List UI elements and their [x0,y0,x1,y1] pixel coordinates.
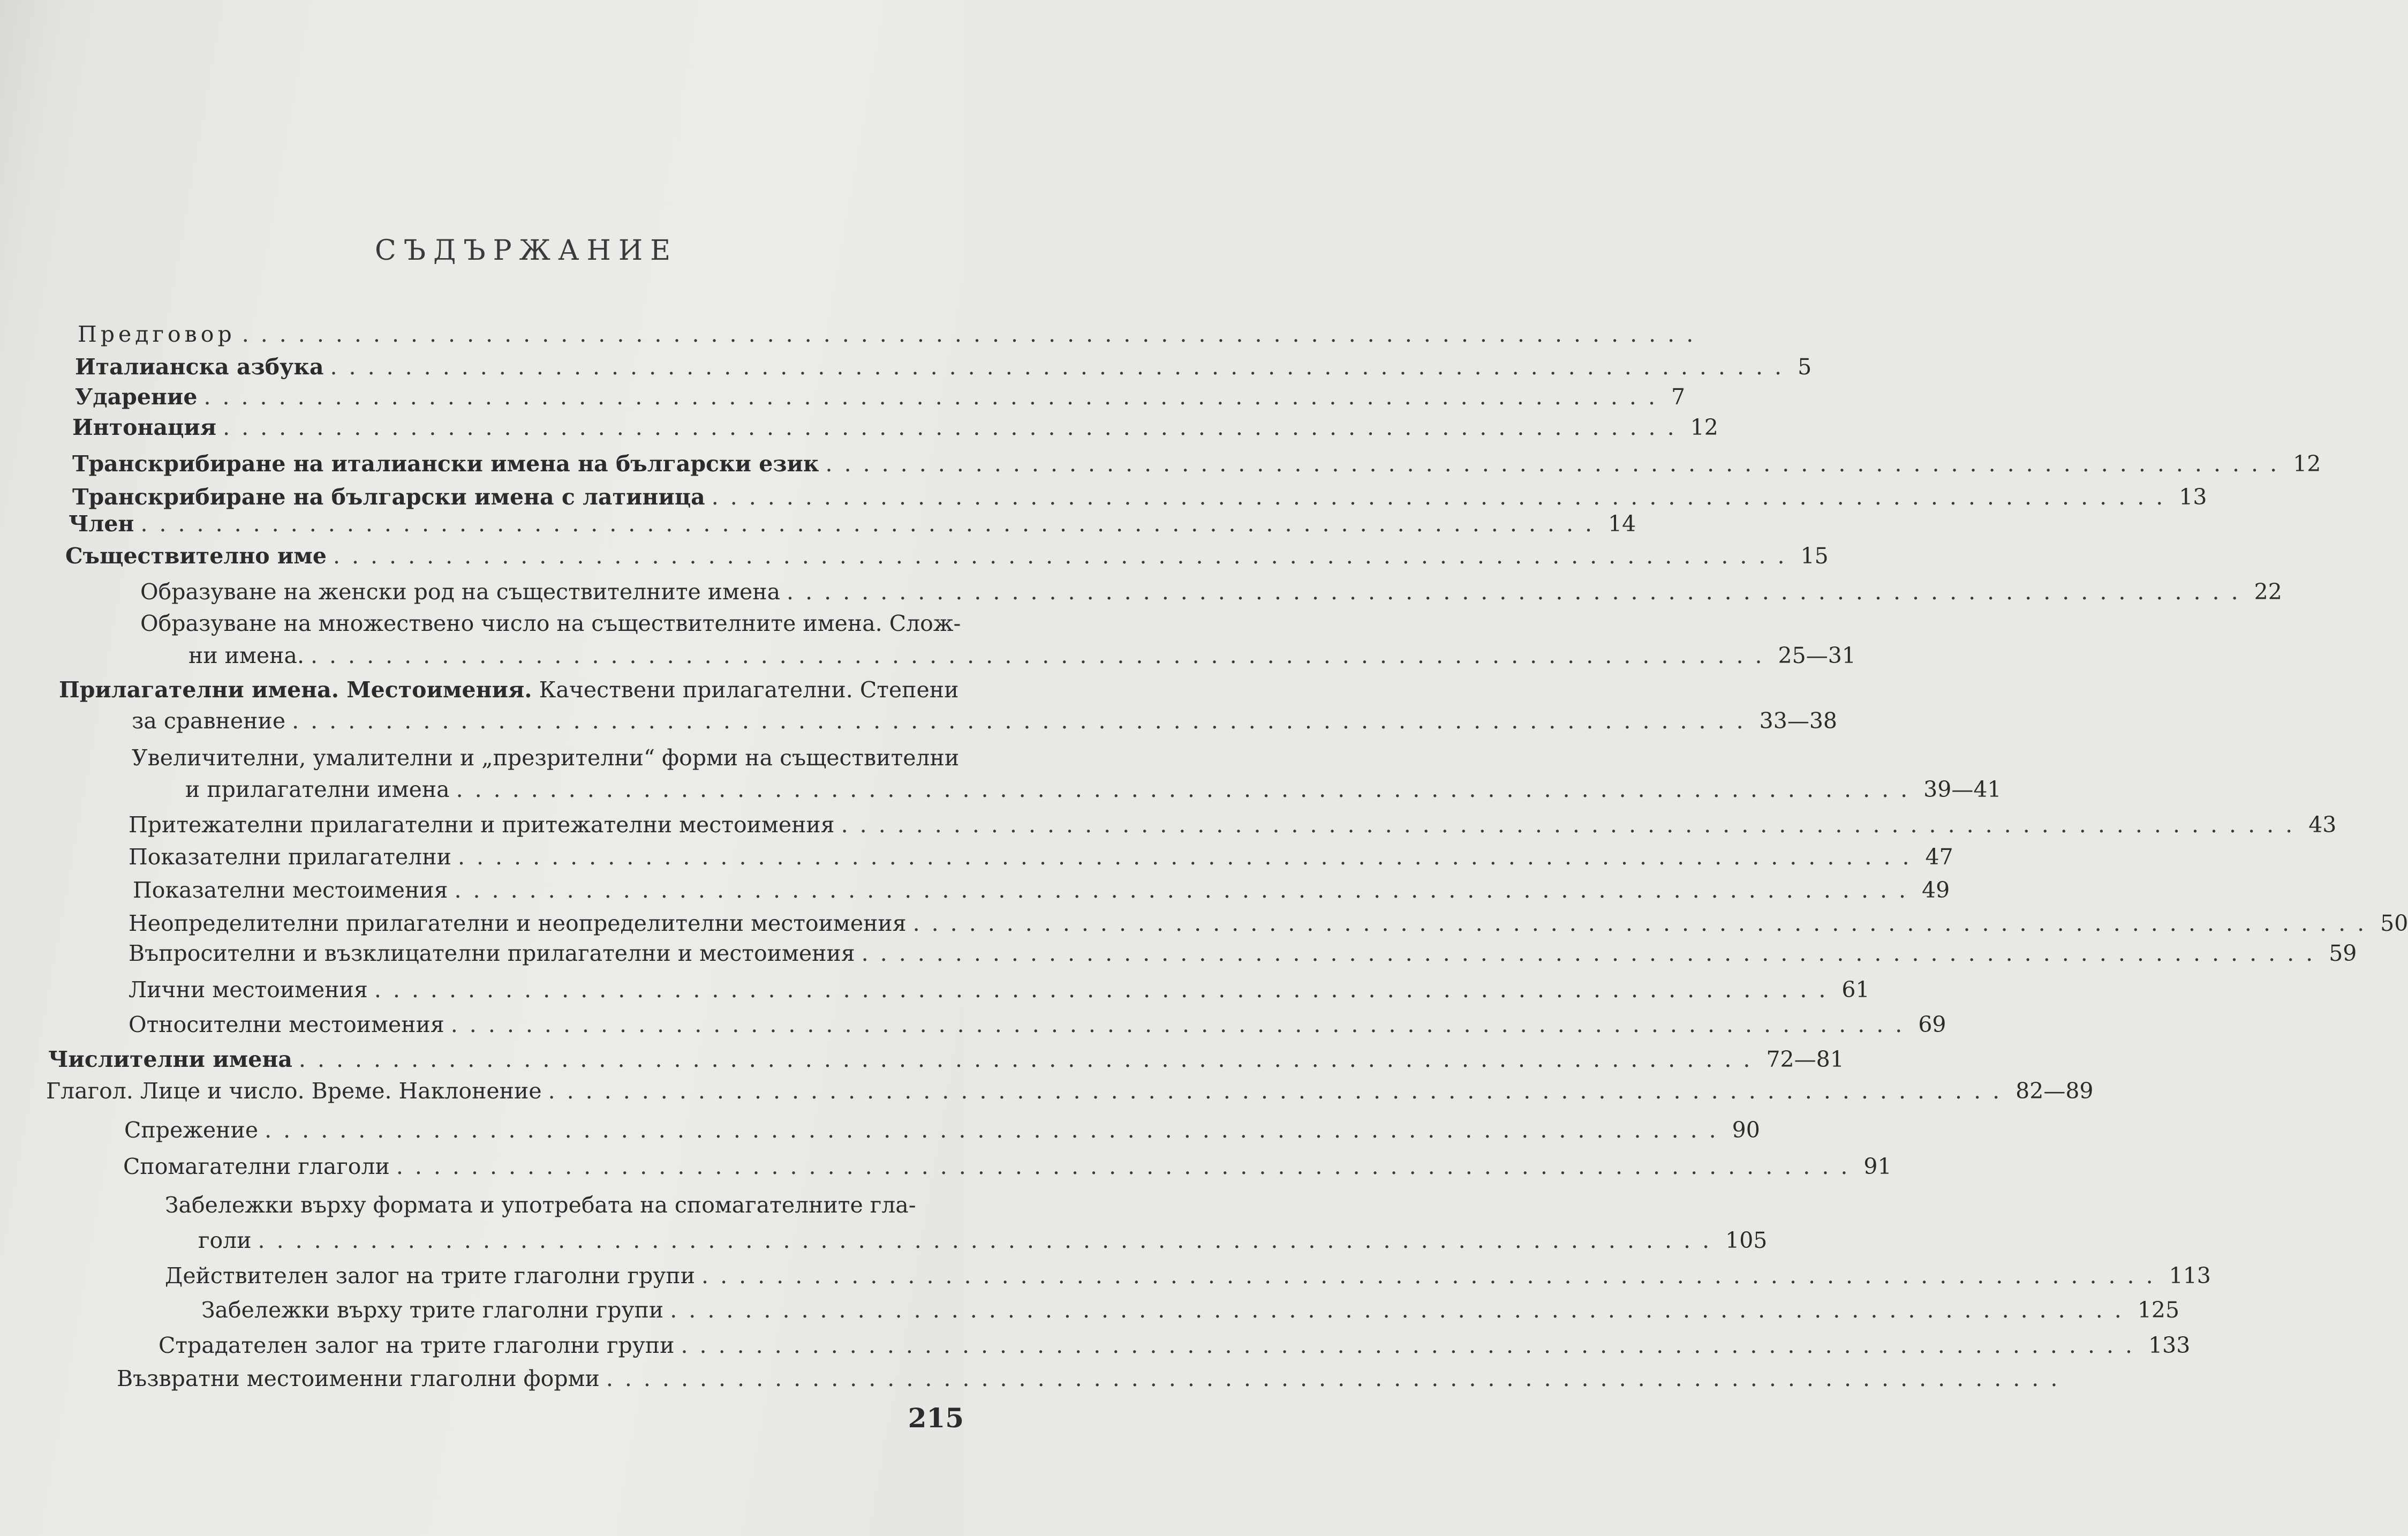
toc-entry-label: Възвратни местоименни глаголни форми [117,1366,600,1391]
toc-entry-page: 39—41 [1923,777,2002,802]
toc-entry [129,842,1953,872]
toc-entry-label: Член [69,511,134,537]
toc-entry-label: Образуване на женски род на съществителните имена [140,579,781,605]
toc-entry [188,641,1856,671]
toc-entry-label: Показателни местоимения [133,877,448,903]
toc-entry-page: 59 [2329,940,2357,966]
toc-entry-page: 43 [2308,812,2337,838]
toc-entry [198,1225,1768,1255]
toc-entry-page: 14 [1608,511,1636,537]
toc-entry-line: Образуване на множествено число на съществителните имена. Слож- [140,611,961,636]
dot-leader: .............................................................................. [681,1332,2145,1358]
toc-entry [129,1010,1946,1040]
toc-entry [129,908,2408,938]
toc-entry-label: Транскрибиране на италиански имена на български език [72,451,819,477]
page-number: 215 [908,1402,964,1434]
toc-entry-label: Страдателен залог на трите глаголни групи [158,1332,675,1358]
toc-entry-page: 90 [1732,1117,1760,1143]
dot-leader: .............................................................................. [292,708,1755,734]
toc-entry [75,382,1686,412]
page-title: СЪДЪРЖАНИЕ [375,235,678,267]
dot-leader: .............................................................................. [456,777,1920,802]
toc-entry-line: Забележки върху формата и употребата на спомагателните гла- [165,1192,916,1218]
toc-entry-label: Италианска азбука [75,354,324,380]
toc-entry-label: Относителни местоимения [129,1012,444,1037]
toc-entry [72,412,1718,442]
toc-entry-label: Предговор [78,321,236,347]
toc-entry [201,1295,2180,1325]
toc-entry [72,482,2207,512]
toc-entry-label-cont: Качествени прилагателни. Степени [539,677,959,703]
toc-entry-label: Неопределителни прилагателни и неопределителни местоимения [129,910,907,936]
toc-entry [140,577,2282,607]
toc-entry-page: 25—31 [1778,643,1856,668]
toc-entry [133,875,1950,905]
toc-entry-line [59,675,964,705]
toc-entry [117,1364,2070,1394]
toc-entry [69,509,1636,539]
toc-entry-page: 82—89 [2016,1078,2094,1104]
toc-entry-label: Спомагателни глаголи [123,1154,390,1179]
toc-entry-page: 61 [1841,977,1870,1003]
dot-leader: .............................................................................. [861,940,2325,966]
toc-entry [75,352,1812,382]
toc-entry [185,774,2002,804]
dot-leader: .............................................................................. [265,1117,1728,1143]
dot-leader: .............................................................................. [140,511,1604,537]
toc-entry-label: голи [198,1228,252,1253]
toc-entry-label: Лични местоимения [129,977,368,1003]
toc-entry-page: 133 [2148,1332,2191,1358]
dot-leader: .............................................................................. [310,643,1774,668]
dot-leader: .............................................................................. [258,1228,1722,1253]
dot-leader: .............................................................................. [825,451,2289,477]
toc-entry-page: 13 [2179,484,2207,510]
dot-leader: .............................................................................. [548,1078,2012,1104]
dot-leader: .............................................................................. [841,812,2305,838]
toc-entry-page: 5 [1798,354,1812,380]
toc-entry-page: 105 [1725,1228,1768,1253]
dot-leader: .............................................................................. [396,1154,1860,1179]
toc-entry [123,1151,1892,1181]
dot-leader: .............................................................................. [787,579,2250,605]
toc-entry [129,938,2357,968]
toc-entry-page: 50 [2380,910,2408,936]
toc-entry-page: 69 [1918,1012,1946,1037]
dot-leader: .............................................................................. [241,321,1705,347]
toc-entry [158,1330,2191,1360]
dot-leader: .............................................................................. [333,543,1796,569]
toc-entry-page: 15 [1800,543,1829,569]
toc-entry-page: 125 [2137,1297,2180,1323]
toc-entry [72,449,2321,479]
toc-entry-label: Ударение [75,384,198,410]
toc-entry [165,1261,2211,1291]
toc-entry-page: 72—81 [1766,1046,1844,1072]
toc-entry [129,975,1870,1005]
toc-entry-label: Прилагателни имена. Местоимения. [59,677,532,703]
toc-entry [46,1076,2094,1106]
dot-leader: .............................................................................. [450,1012,1914,1037]
toc-entry-page: 7 [1671,384,1686,410]
dot-leader: .............................................................................. [374,977,1838,1003]
toc-entry-page: 12 [2293,451,2321,477]
toc-entry-page: 49 [1922,877,1950,903]
toc-entry-label: и прилагателни имена [185,777,450,802]
toc-entry-label: Действителен залог на трите глаголни групи [165,1263,696,1289]
dot-leader: .............................................................................. [670,1297,2133,1323]
dot-leader: .............................................................................. [454,877,1918,903]
toc-entry-page: 91 [1863,1154,1892,1179]
toc-entry [129,810,2337,840]
toc-entry-page: 33—38 [1759,708,1837,734]
toc-entry-label: Показателни прилагателни [129,844,451,870]
toc-entry-label: за сравнение [132,708,286,734]
toc-entry-page: 113 [2169,1263,2211,1289]
toc-entry-page: 47 [1925,844,1953,870]
toc-entry-label: Спрежение [124,1117,259,1143]
toc-entry-label: Транскрибиране на български имена с латиница [72,484,705,510]
toc-entry-label: ни имена. [188,643,304,668]
dot-leader: .............................................................................. [606,1366,2070,1391]
dot-leader: .............................................................................. [298,1046,1762,1072]
toc-entry-label: Забележки върху трите глаголни групи [201,1297,664,1323]
dot-leader: .............................................................................. [203,384,1667,410]
toc-entry [65,541,1829,571]
toc-entry-label: Интонация [72,415,217,440]
toc-entry [132,706,1837,736]
toc-entry-label: Глагол. Лице и число. Време. Наклонение [46,1078,542,1104]
dot-leader: .............................................................................. [701,1263,2165,1289]
toc-entry [124,1115,1760,1145]
toc-entry-label: Въпросителни и възклицателни прилагателни и местоимения [129,940,855,966]
dot-leader: .............................................................................. [330,354,1794,380]
toc-entry-label: Числителни имена [48,1046,292,1072]
toc-entry-label: Съществително име [65,543,327,569]
dot-leader: .............................................................................. [711,484,2175,510]
toc-entry [48,1044,1844,1074]
toc-entry-page: 22 [2254,579,2282,605]
toc-entry-page: 12 [1690,415,1718,440]
dot-leader: .............................................................................. [457,844,1921,870]
toc-entry-label: Притежателни прилагателни и притежателни местоимения [129,812,835,838]
toc-entry-preface [78,319,1705,349]
toc-entry-line: Увеличителни, умалителни и „презрителни“ форми на съществителни [132,745,960,771]
dot-leader: .............................................................................. [912,910,2376,936]
dot-leader: .............................................................................. [223,415,1686,440]
